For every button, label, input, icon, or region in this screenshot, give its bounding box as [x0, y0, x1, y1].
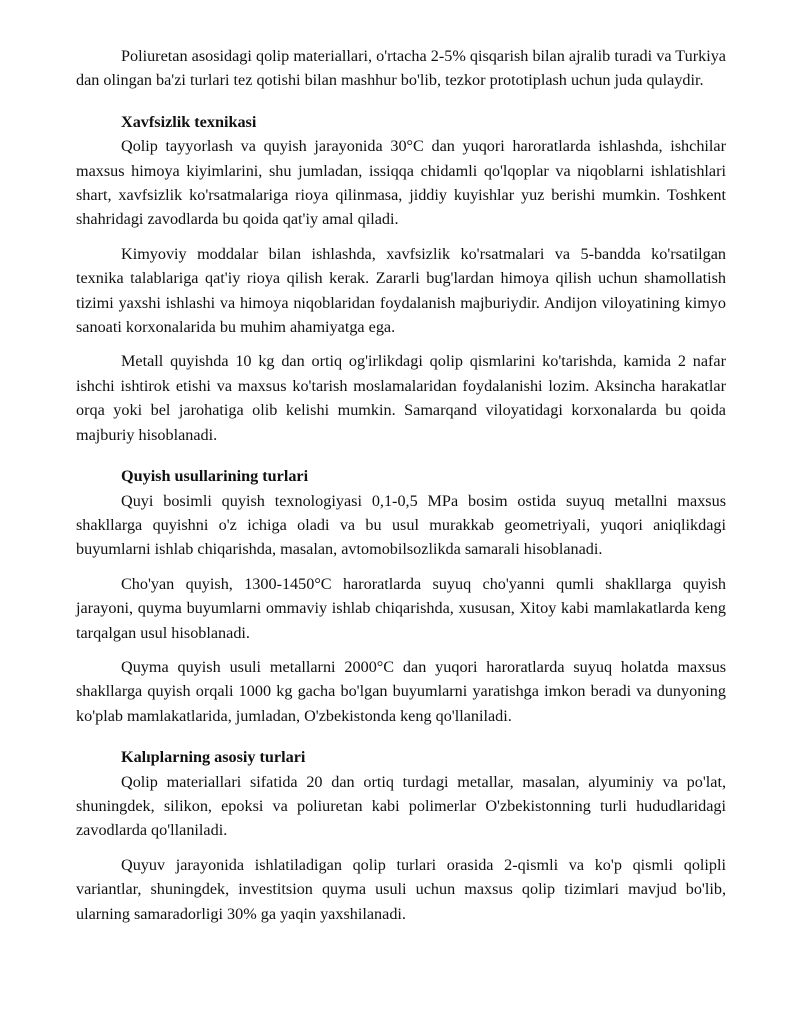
intro-paragraph: Poliuretan asosidagi qolip materiallari, o'rtacha 2-5% qisqarish bilan ajralib turadi va Turkiya dan olingan ba'zi turlari tez qotishi bilan mashhur bo'lib, tezkor prototiplash uchun juda qulaydir.: [76, 47, 726, 90]
section-heading-safety: Xavfsizlik texnikasi: [121, 112, 257, 131]
paragraph: Qolip materiallari sifatida 20 dan ortiq turdagi metallar, masalan, alyuminiy va po'lat, shuningdek, silikon, epoksi va poliuretan kabi polimerlar O'zbekistonning turli hududlaridagi zavodlarda qo'llaniladi.: [76, 772, 726, 840]
paragraph: Cho'yan quyish, 1300-1450°C haroratlarda suyuq cho'yanni qumli shakllarga quyish jarayoni, quyma buyumlarni ommaviy ishlab chiqarishda, xususan, Xitoy kabi mamlakatlarda keng tarqalgan usul hisoblanadi.: [76, 574, 726, 642]
section-mold-types: [76, 745, 726, 926]
section-casting-methods: [76, 464, 726, 728]
paragraph: Quyma quyish usuli metallarni 2000°C dan yuqori haroratlarda suyuq holatda maxsus shakllarga quyish orqali 1000 kg gacha bo'lgan buyumlarni yaratishga imkon beradi va dunyoning ko'plab mamlakatlarida, jumladan, O'zbekistonda keng qo'llaniladi.: [76, 657, 726, 725]
paragraph: Quyuv jarayonida ishlatiladigan qolip turlari orasida 2-qismli va ko'p qismli qolipli variantlar, shuningdek, investitsion quyma usuli uchun maxsus qolip tizimlari mavjud bo'lib, ularning samaradorligi 30% ga yaqin yaxshilanadi.: [76, 855, 726, 923]
paragraph: Quyi bosimli quyish texnologiyasi 0,1-0,5 MPa bosim ostida suyuq metallni maxsus shakllarga quyishni o'z ichiga oladi va bu usul murakkab geometriyali, yuqori aniqlikdagi buyumlarni ishlab chiqarishda, masalan, avtomobilsozlikda samarali hisoblanadi.: [76, 491, 726, 559]
paragraph: Qolip tayyorlash va quyish jarayonida 30°C dan yuqori haroratlarda ishlashda, ishchilar maxsus himoya kiyimlarini, shu jumladan, issiqqa chidamli qo'lqoplar va niqoblarni ishlatishlari shart, xavfsizlik ko'rsatmalariga rioya qilinmasa, jiddiy kuyishlar yuz berishi mumkin. Toshkent shahridagi zavodlarda bu qoida qat'iy amal qiladi.: [76, 137, 726, 229]
section-safety: [76, 110, 726, 447]
paragraph: Kimyoviy moddalar bilan ishlashda, xavfsizlik ko'rsatmalari va 5-bandda ko'rsatilgan texnika talablariga qat'iy rioya qilish kerak. Zararli bug'lardan himoya qilish uchun shamollatish tizimi yaxshi ishlashi va himoya niqoblaridan foydalanish majburiydir. Andijon viloyatining kimyo sanoati korxonalarida bu muhim ahamiyatga ega.: [76, 244, 726, 337]
paragraph: Metall quyishda 10 kg dan ortiq og'irlikdagi qolip qismlarini ko'tarishda, kamida 2 nafar ishchi ishtirok etishi va maxsus ko'tarish moslamalaridan foydalanishi lozim. Aksincha harakatlar orqa yoki bel jarohatiga olib kelishi mumkin. Samarqand viloyatidagi korxonalarda bu qoida majburiy hisoblanadi.: [76, 352, 726, 444]
document-page: [76, 44, 726, 926]
section-heading-mold-types: Kalıplarning asosiy turlari: [121, 748, 306, 767]
section-heading-casting-methods: Quyish usullarining turlari: [121, 467, 309, 486]
